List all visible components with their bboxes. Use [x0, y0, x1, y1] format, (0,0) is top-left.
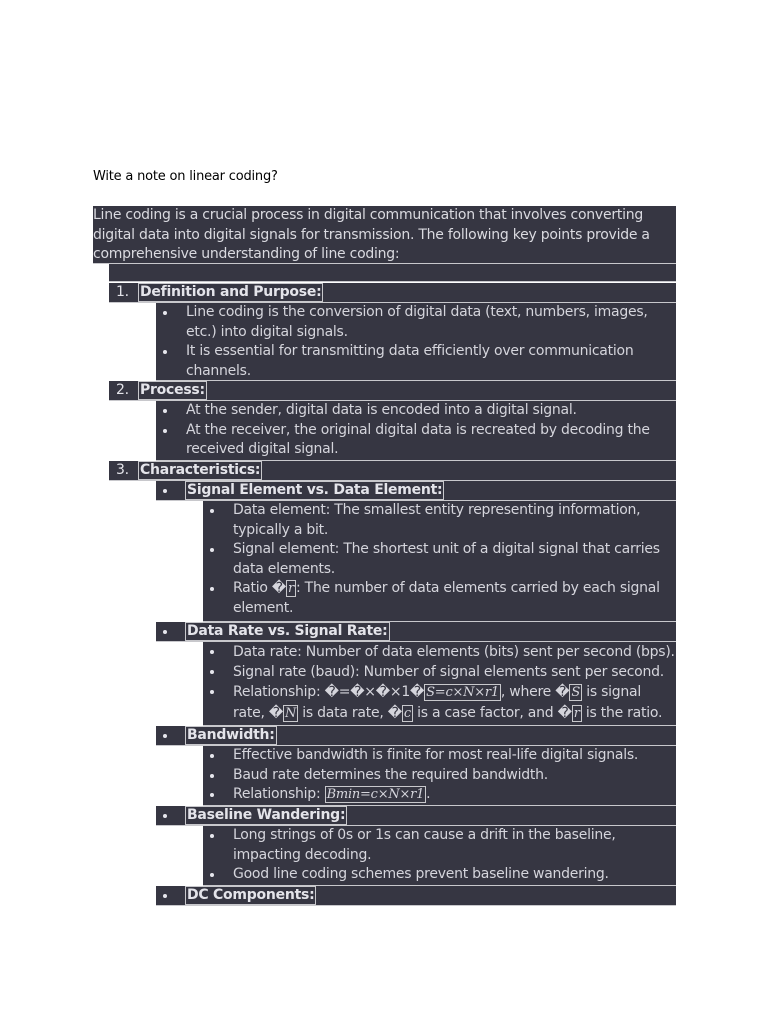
section-heading: Process: [140, 382, 205, 398]
subsection-bullets [203, 642, 676, 726]
question-text: Wite a note on linear coding? [93, 169, 278, 184]
math-formula: Bmin=c×N×r1 [326, 787, 425, 802]
subsection-heading-row [156, 481, 676, 501]
list-item: Signal rate (baud): Number of signal elements sent per second. [203, 662, 676, 682]
subsection-heading: Data Rate vs. Signal Rate: [187, 623, 388, 639]
bullet-icon [210, 548, 214, 552]
section-3-heading-row [109, 461, 676, 481]
list-item: Relationship: Bmin=c×N×r1 . [203, 785, 676, 805]
list-item: Line coding is the conversion of digital data (text, numbers, images, etc.) into digital signals. [156, 303, 676, 342]
list-item: Effective bandwidth is finite for most real-life digital signals. [203, 746, 676, 766]
math-variable: c [403, 706, 411, 721]
bullet-icon [210, 873, 214, 877]
subsection-heading-row [156, 622, 676, 642]
section-number: 2. [116, 382, 129, 398]
list-item: It is essential for transmitting data efficiently over communication channels. [156, 342, 676, 381]
list-item: At the sender, digital data is encoded into a digital signal. [156, 401, 676, 421]
bullet-icon [163, 350, 167, 354]
bullet-icon [210, 587, 214, 591]
bullet-icon [210, 509, 214, 513]
bullet-icon [210, 670, 214, 674]
subsection-heading: Signal Element vs. Data Element: [187, 482, 443, 498]
bullet-icon [210, 774, 214, 778]
list-item: Long strings of 0s or 1s can cause a drift in the baseline, impacting decoding. [203, 826, 676, 865]
math-variable: S [571, 685, 580, 700]
subsection-heading: Baseline Wandering: [187, 807, 346, 823]
spacer-bar [109, 264, 676, 282]
list-item: Good line coding schemes prevent baseline wandering. [203, 865, 676, 885]
list-item: Ratio � r : The number of data elements carried by each signal element. [203, 579, 676, 618]
subsection-bullets [203, 826, 676, 886]
subsection-heading-row [156, 886, 676, 906]
list-item: Baud rate determines the required bandwidth. [203, 766, 676, 786]
section-2-heading-row [109, 381, 676, 401]
bullet-icon [210, 834, 214, 838]
bullet-icon [163, 894, 167, 898]
bullet-icon [210, 754, 214, 758]
bullet-icon [163, 814, 167, 818]
bullet-icon [163, 489, 167, 493]
math-variable: r [573, 706, 580, 721]
subsection-heading-row [156, 806, 676, 826]
section-number: 3. [116, 462, 129, 478]
bullet-icon [163, 734, 167, 738]
list-item: Data rate: Number of data elements (bits) sent per second (bps). [203, 642, 676, 662]
section-2-bullets [156, 401, 676, 461]
list-item: Relationship: �=�×�×1� S=c×N×r1 , where � S is signal rate, � N is data rate, � c is a case factor, and � r is the ratio. [203, 682, 676, 724]
math-variable: N [284, 706, 297, 721]
bullet-icon [163, 311, 167, 315]
bullet-icon [210, 650, 214, 654]
section-1-bullets [156, 303, 676, 381]
bullet-icon [210, 793, 214, 797]
section-number: 1. [116, 284, 129, 300]
list-item: Data element: The smallest entity representing information, typically a bit. [203, 501, 676, 540]
intro-paragraph: Line coding is a crucial process in digital communication that involves converting digital data into digital signals for transmission. The following key points provide a comprehensive understanding of line coding: [93, 206, 676, 264]
bullet-icon [210, 690, 214, 694]
bullet-icon [163, 630, 167, 634]
list-item: At the receiver, the original digital data is recreated by decoding the received digital signal. [156, 421, 676, 460]
math-variable: r [288, 581, 294, 596]
section-1-heading-row [109, 283, 676, 303]
section-heading: Definition and Purpose: [140, 284, 322, 300]
subsection-bullets [203, 501, 676, 622]
subsection-heading-row [156, 726, 676, 746]
math-formula: S=c×N×r1 [426, 685, 499, 700]
subsection-bullets [203, 746, 676, 806]
bullet-icon [163, 429, 167, 433]
list-item: Signal element: The shortest unit of a digital signal that carries data elements. [203, 540, 676, 579]
section-heading: Characteristics: [140, 462, 261, 478]
bullet-icon [163, 409, 167, 413]
subsection-heading: DC Components: [187, 887, 315, 903]
subsection-heading: Bandwidth: [187, 727, 275, 743]
